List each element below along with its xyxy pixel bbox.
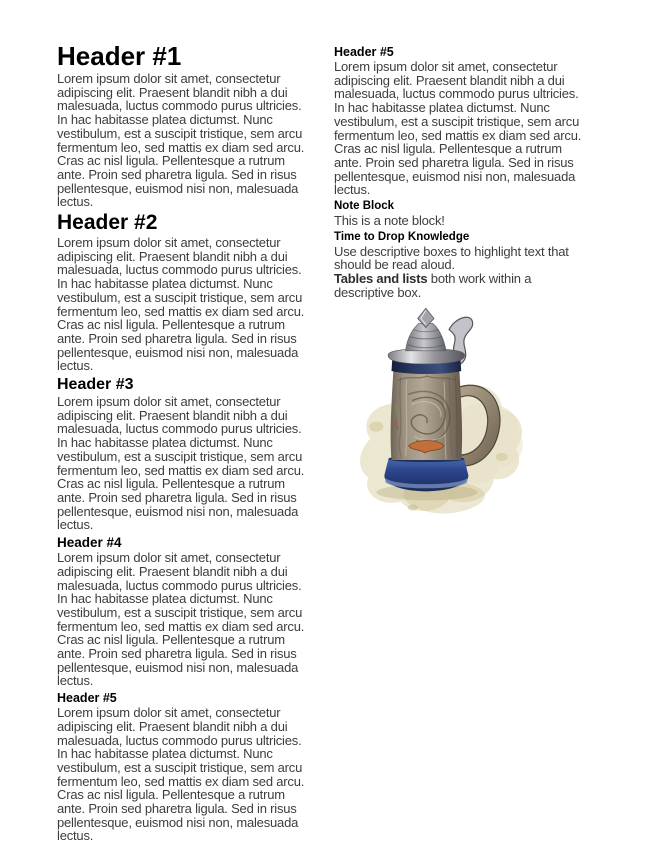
tables-lists-lead: Tables and lists <box>334 271 428 287</box>
heading-3: Header #3 <box>57 376 134 394</box>
heading-5-right: Header #5 <box>334 45 394 59</box>
paragraph-1: Lorem ipsum dolor sit amet, consectetur adipiscing elit. Praesent blandit nibh a dui malesuada, luctus commodo purus ultricies. In hac habitasse platea dictumst. Nunc vestibulum, est a suscipit tristique, sem arcu fermentum leo, sed mattis ex diam sed arcu. Cras ac nisl ligula. Pellentesque a rutrum ante. Proin sed pharetra ligula. Sed in risus pellentesque, euismod nisi non, malesuada lectus. <box>57 71 305 210</box>
heading-4: Header #4 <box>57 535 122 551</box>
tables-lists-text <box>334 272 592 299</box>
right-column <box>334 42 592 844</box>
paragraph-3: Lorem ipsum dolor sit amet, consectetur adipiscing elit. Praesent blandit nibh a dui malesuada, luctus commodo purus ultricies. In hac habitasse platea dictumst. Nunc vestibulum, est a suscipit tristique, sem arcu fermentum leo, sed mattis ex diam sed arcu. Cras ac nisl ligula. Pellentesque a rutrum ante. Proin sed pharetra ligula. Sed in risus pellentesque, euismod nisi non, malesuada lectus. <box>57 394 305 533</box>
paragraph-4: Lorem ipsum dolor sit amet, consectetur adipiscing elit. Praesent blandit nibh a dui malesuada, luctus commodo purus ultricies. In hac habitasse platea dictumst. Nunc vestibulum, est a suscipit tristique, sem arcu fermentum leo, sed mattis ex diam sed arcu. Cras ac nisl ligula. Pellentesque a rutrum ante. Proin sed pharetra ligula. Sed in risus pellentesque, euismod nisi non, malesuada lectus. <box>57 550 305 689</box>
knowledge-label: Time to Drop Knowledge <box>334 230 470 243</box>
note-block-label: Note Block <box>334 200 395 213</box>
left-column <box>57 42 315 844</box>
paragraph-right: Lorem ipsum dolor sit amet, consectetur adipiscing elit. Praesent blandit nibh a dui malesuada, luctus commodo purus ultricies. In hac habitasse platea dictumst. Nunc vestibulum, est a suscipit tristique, sem arcu fermentum leo, sed mattis ex diam sed arcu. Cras ac nisl ligula. Pellentesque a rutrum ante. Proin sed pharetra ligula. Sed in risus pellentesque, euismod nisi non, malesuada lectus. <box>334 59 582 198</box>
beer-stein-illustration <box>348 307 530 525</box>
paragraph-2: Lorem ipsum dolor sit amet, consectetur adipiscing elit. Praesent blandit nibh a dui malesuada, luctus commodo purus ultricies. In hac habitasse platea dictumst. Nunc vestibulum, est a suscipit tristique, sem arcu fermentum leo, sed mattis ex diam sed arcu. Cras ac nisl ligula. Pellentesque a rutrum ante. Proin sed pharetra ligula. Sed in risus pellentesque, euismod nisi non, malesuada lectus. <box>57 235 305 374</box>
note-block-text: This is a note block! <box>334 213 445 229</box>
knowledge-text: Use descriptive boxes to highlight text that should be read aloud. <box>334 243 569 273</box>
heading-2: Header #2 <box>57 211 158 235</box>
heading-1: Header #1 <box>57 41 182 71</box>
heading-5: Header #5 <box>57 691 117 706</box>
tables-lists-rest: both work within a descriptive box. <box>334 271 532 300</box>
beer-stein-svg <box>348 307 530 525</box>
paragraph-5: Lorem ipsum dolor sit amet, consectetur adipiscing elit. Praesent blandit nibh a dui malesuada, luctus commodo purus ultricies. In hac habitasse platea dictumst. Nunc vestibulum, est a suscipit tristique, sem arcu fermentum leo, sed mattis ex diam sed arcu. Cras ac nisl ligula. Pellentesque a rutrum ante. Proin sed pharetra ligula. Sed in risus pellentesque, euismod nisi non, malesuada lectus. <box>57 705 305 844</box>
